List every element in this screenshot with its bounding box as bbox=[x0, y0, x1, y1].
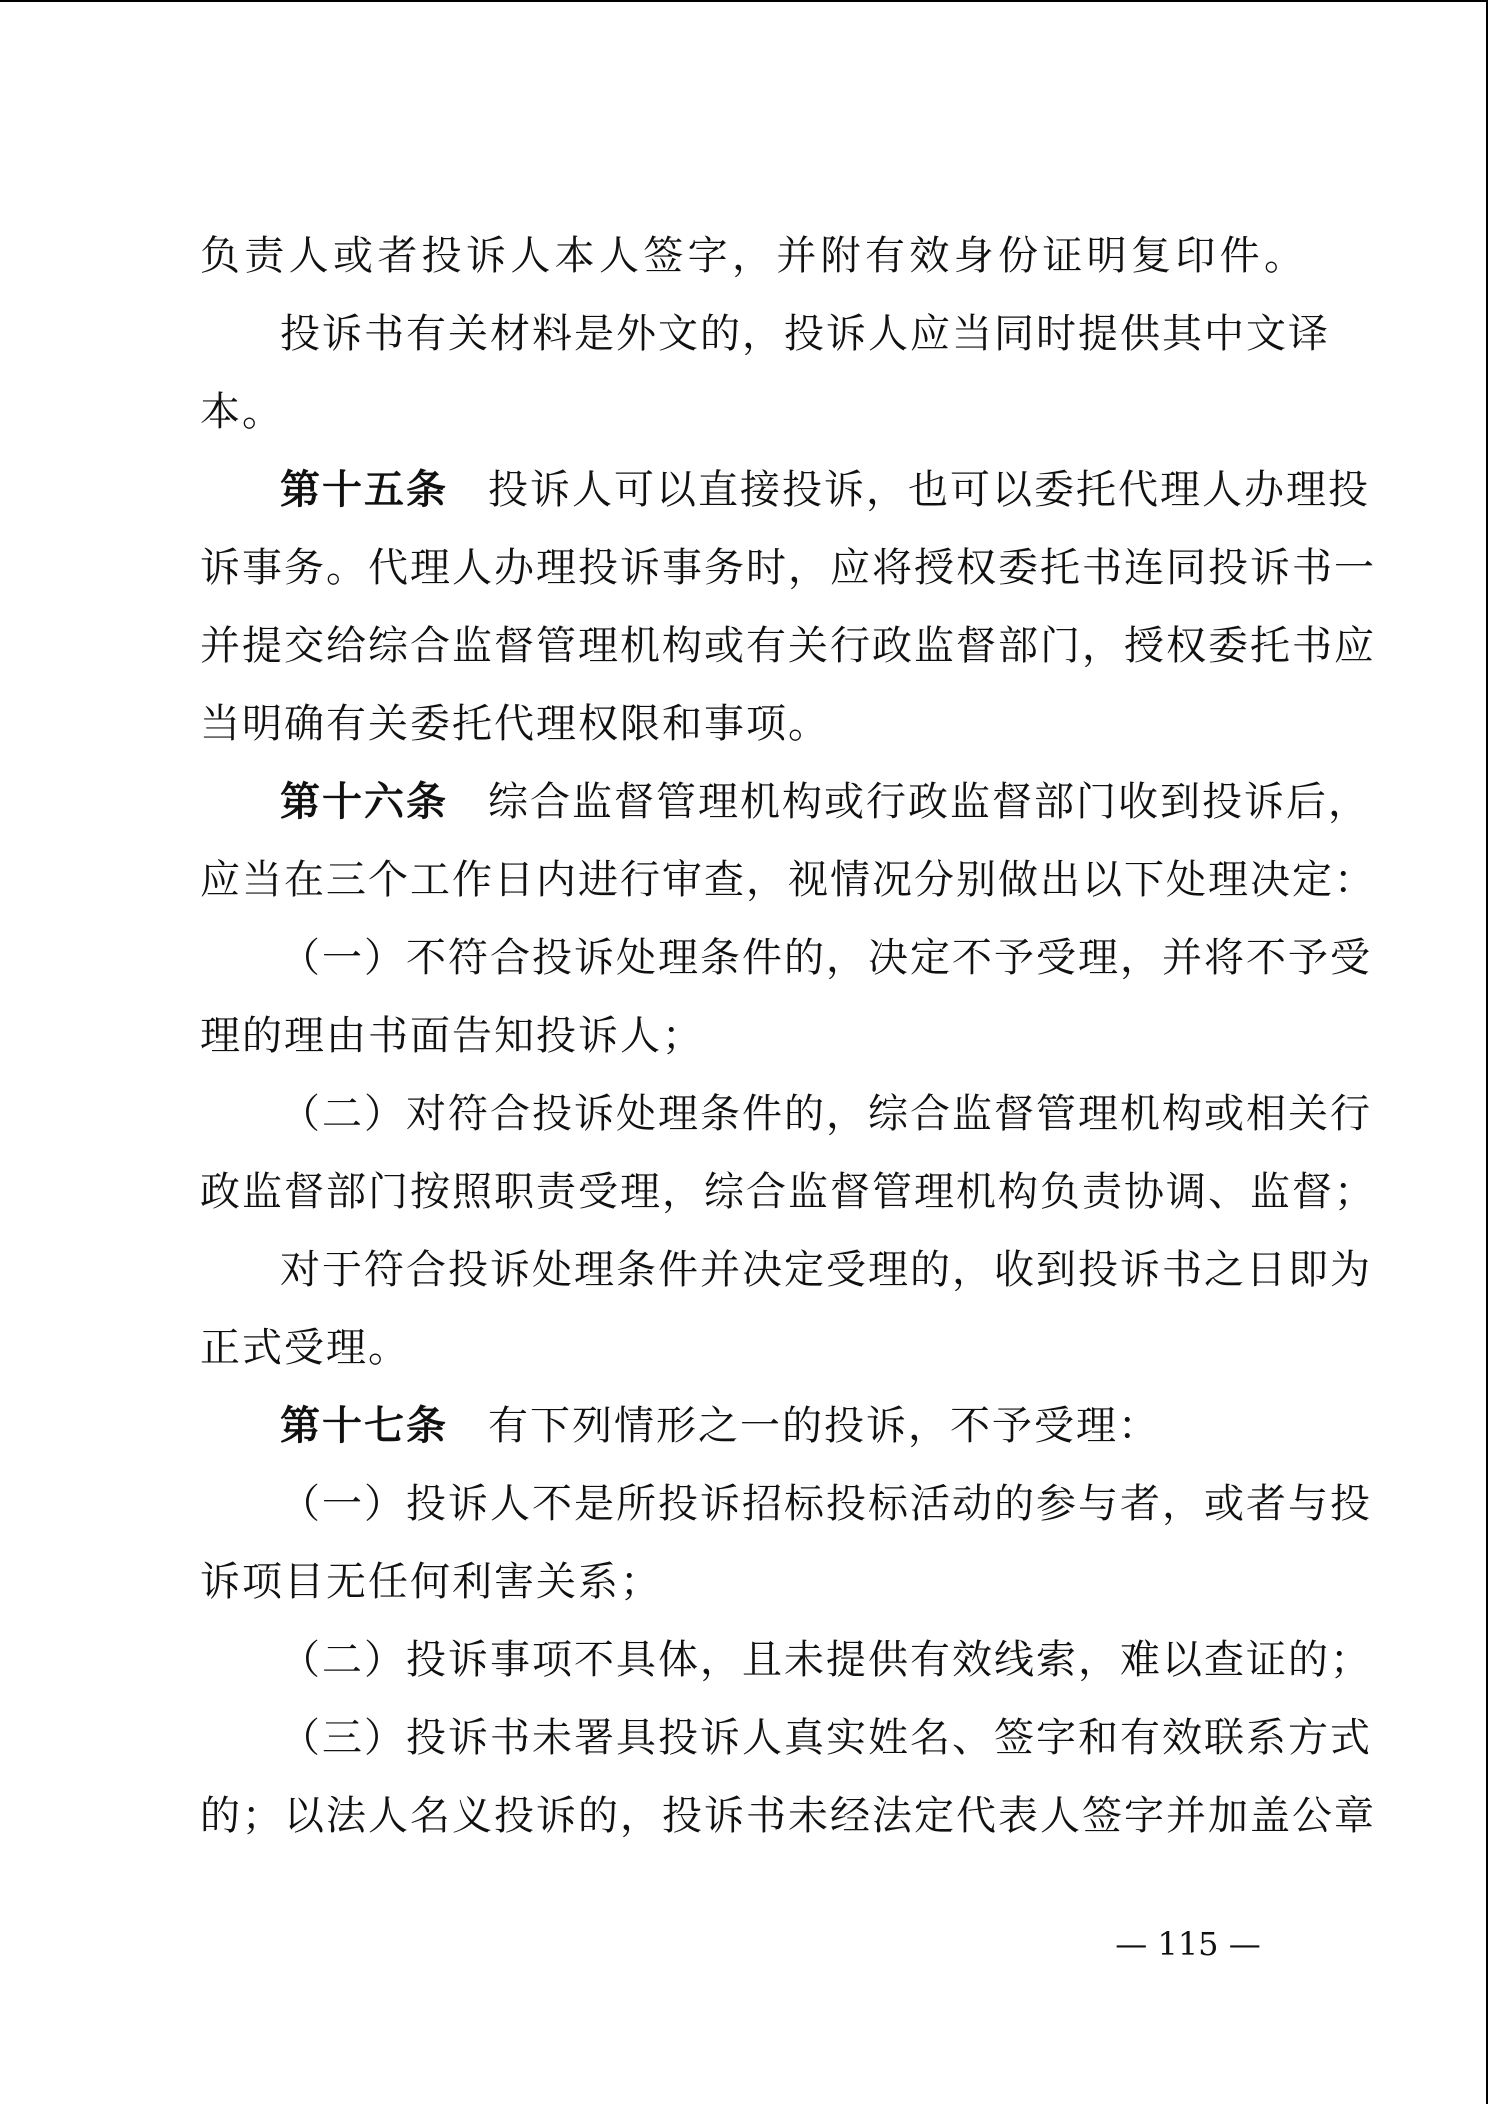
line-text: 负责人或者投诉人本人签字，并附有效身份证明复印件。 bbox=[200, 233, 1306, 279]
line-text: （三）投诉书未署具投诉人真实姓名、签字和有效联系方式 bbox=[280, 1715, 1372, 1761]
line-text: 综合监督管理机构或行政监督部门收到投诉后， bbox=[488, 779, 1370, 825]
line-text: 投诉人可以直接投诉，也可以委托代理人办理投 bbox=[488, 467, 1370, 513]
list-item-line bbox=[280, 930, 1372, 986]
paragraph-line bbox=[280, 306, 1330, 362]
paragraph-line bbox=[200, 1320, 410, 1376]
line-text: （二）对符合投诉处理条件的，综合监督管理机构或相关行 bbox=[280, 1091, 1372, 1137]
article-number: 第十七条 bbox=[280, 1403, 448, 1449]
line-text: （二）投诉事项不具体，且未提供有效线索，难以查证的； bbox=[280, 1637, 1372, 1683]
line-text: 理的理由书面告知投诉人； bbox=[200, 1013, 704, 1059]
paragraph-line bbox=[200, 1554, 662, 1610]
line-text: 应当在三个工作日内进行审查，视情况分别做出以下处理决定： bbox=[200, 857, 1376, 903]
line-text: 有下列情形之一的投诉，不予受理： bbox=[488, 1403, 1160, 1449]
line-text: 投诉书有关材料是外文的，投诉人应当同时提供其中文译 bbox=[280, 311, 1330, 357]
article-heading-line bbox=[280, 1398, 1160, 1454]
line-text: （一）不符合投诉处理条件的，决定不予受理，并将不予受 bbox=[280, 935, 1372, 981]
article-heading-line bbox=[280, 774, 1370, 830]
line-text: （一）投诉人不是所投诉招标投标活动的参与者，或者与投 bbox=[280, 1481, 1372, 1527]
line-text: 诉事务。代理人办理投诉事务时，应将授权委托书连同投诉书一 bbox=[200, 545, 1376, 591]
line-text: 当明确有关委托代理权限和事项。 bbox=[200, 701, 830, 747]
list-item-line bbox=[280, 1710, 1372, 1766]
line-text: 对于符合投诉处理条件并决定受理的，收到投诉书之日即为 bbox=[280, 1247, 1372, 1293]
line-text: 政监督部门按照职责受理，综合监督管理机构负责协调、监督； bbox=[200, 1169, 1376, 1215]
paragraph-line bbox=[200, 696, 830, 752]
paragraph-line bbox=[200, 1008, 704, 1064]
page-number: — 115 — bbox=[1115, 1925, 1261, 1963]
list-item-line bbox=[280, 1476, 1372, 1532]
paragraph-line bbox=[200, 384, 284, 440]
line-text: 本。 bbox=[200, 389, 284, 435]
line-text: 的；以法人名义投诉的，投诉书未经法定代表人签字并加盖公章 bbox=[200, 1793, 1376, 1839]
paragraph-line bbox=[200, 540, 1376, 596]
paragraph-line bbox=[280, 1242, 1372, 1298]
paragraph-line bbox=[200, 228, 1306, 284]
line-text: 正式受理。 bbox=[200, 1325, 410, 1371]
article-number: 第十六条 bbox=[280, 779, 448, 825]
article-number: 第十五条 bbox=[280, 467, 448, 513]
line-text: 并提交给综合监督管理机构或有关行政监督部门，授权委托书应 bbox=[200, 623, 1376, 669]
line-text: 诉项目无任何利害关系； bbox=[200, 1559, 662, 1605]
list-item-line bbox=[280, 1632, 1372, 1688]
paragraph-line bbox=[200, 618, 1376, 674]
paragraph-line bbox=[200, 852, 1376, 908]
paragraph-line bbox=[200, 1788, 1376, 1844]
paragraph-line bbox=[200, 1164, 1376, 1220]
article-heading-line bbox=[280, 462, 1370, 518]
list-item-line bbox=[280, 1086, 1372, 1142]
